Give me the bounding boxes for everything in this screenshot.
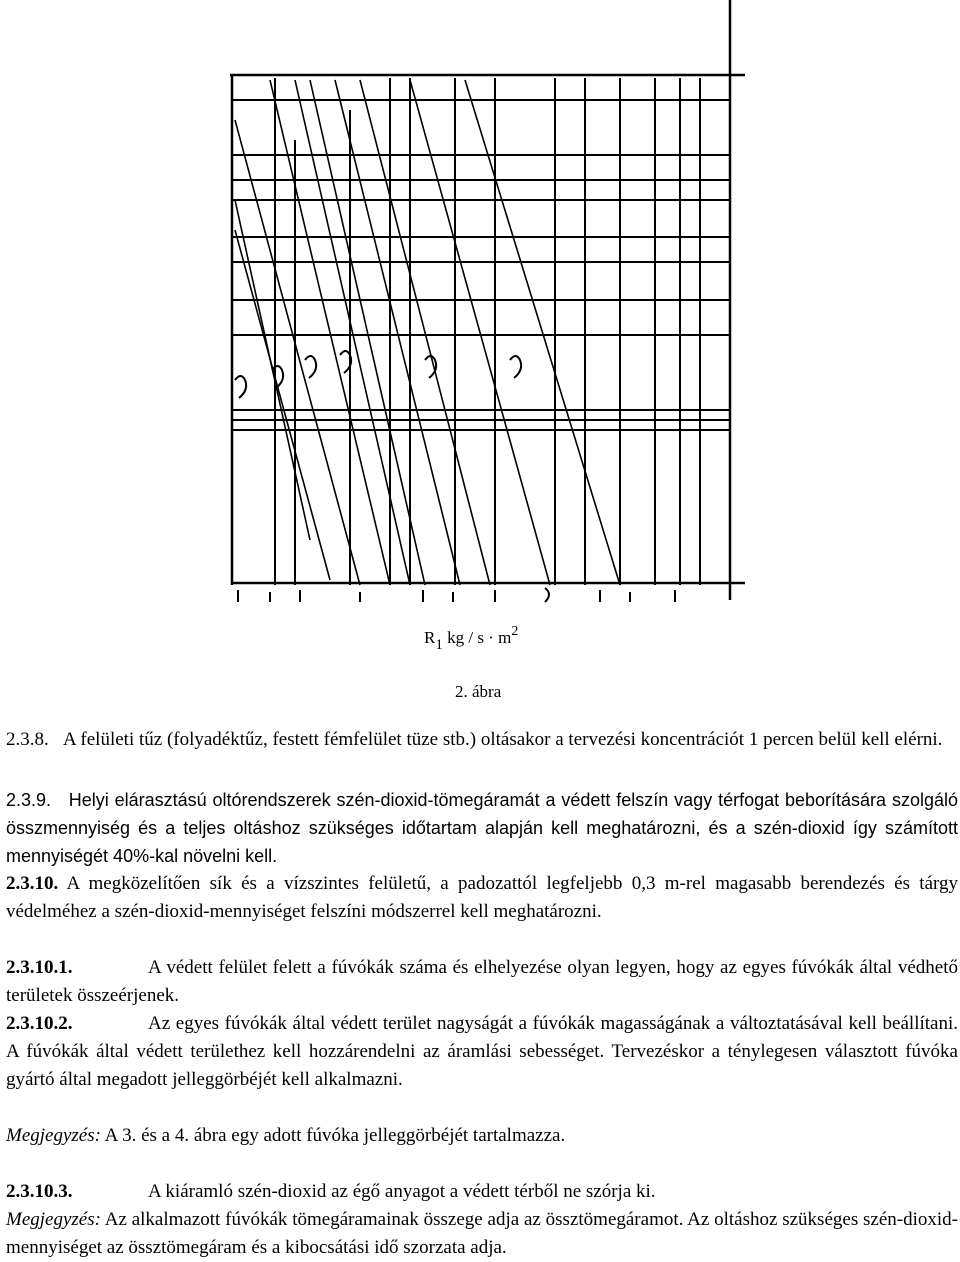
section-2-3-10-2: [6, 1010, 958, 1094]
section-number: 2.3.10.1.: [6, 957, 73, 978]
section-number: 2.3.9.: [6, 790, 52, 810]
section-text: A megközelítően sík és a vízszintes felületű, a padozattól legfeljebb 0,3 m-rel magasabb berendezés és tárgy védelméhez a szén-dioxid-mennyiséget felszíni módszerrel kell meghatározni.: [6, 873, 959, 922]
nomogram-figure: [210, 0, 750, 612]
section-text: Helyi elárasztású oltórendszerek szén-dioxid-tömegáramát a védett felszín vagy térfogat beborítására szolgáló összmennyiség és a teljes oltáshoz szükséges időtartam alapján kell meghatározni, és a szén-dioxid így számított mennyiségét 40%-kal növelni kell.: [6, 790, 958, 866]
section-text: A kiáramló szén-dioxid az égő anyagot a védett térből ne szórja ki.: [148, 1181, 656, 1202]
axis-ticks: [238, 588, 675, 602]
note-1: [6, 1122, 958, 1150]
section-2-3-10-1: [6, 954, 958, 1010]
section-number: 2.3.10.2.: [6, 1013, 73, 1034]
figure-caption: 2. ábra: [455, 682, 502, 701]
section-2-3-10-3: [6, 1178, 958, 1206]
section-2-3-8: [6, 726, 958, 754]
axis-label: R1 kg / $s \cdot m^2$: [424, 624, 519, 653]
note-label: Megjegyzés:: [6, 1209, 101, 1230]
section-text: A felületi tűz (folyadéktűz, festett fémfelület tüze stb.) oltásakor a tervezési koncentrációt 1 percen belül kell elérni.: [63, 729, 943, 750]
section-number: 2.3.8.: [6, 729, 49, 750]
note-text: A 3. és a 4. ábra egy adott fúvóka jelleggörbéjét tartalmazza.: [104, 1125, 566, 1146]
note-label: Megjegyzés:: [6, 1125, 101, 1146]
note-text: Az alkalmazott fúvókák tömegáramainak összege adja az össztömegáramot. Az oltáshoz szükséges szén-dioxid-mennyiséget az össztömegáram és a kibocsátási idő szorzata adja.: [6, 1209, 958, 1258]
note-2: [6, 1206, 958, 1262]
section-number: 2.3.10.3.: [6, 1181, 73, 1202]
section-2-3-10: [6, 870, 958, 926]
section-text: A védett felület felett a fúvókák száma és elhelyezése olyan legyen, hogy az egyes fúvókák által védhető területek összeérjenek.: [6, 957, 958, 1006]
section-2-3-9: [6, 786, 958, 870]
section-number: 2.3.10.: [6, 873, 59, 894]
section-text: Az egyes fúvókák által védett terület nagyságát a fúvókák magasságának a változtatásával kell beállítani. A fúvókák által védett területhez kell hozzárendelni az áramlási sebességet. Tervezéskor a ténylegesen választott fúvóka gyártó által megadott jelleggörbéjét kell alkalmazni.: [6, 1013, 958, 1090]
